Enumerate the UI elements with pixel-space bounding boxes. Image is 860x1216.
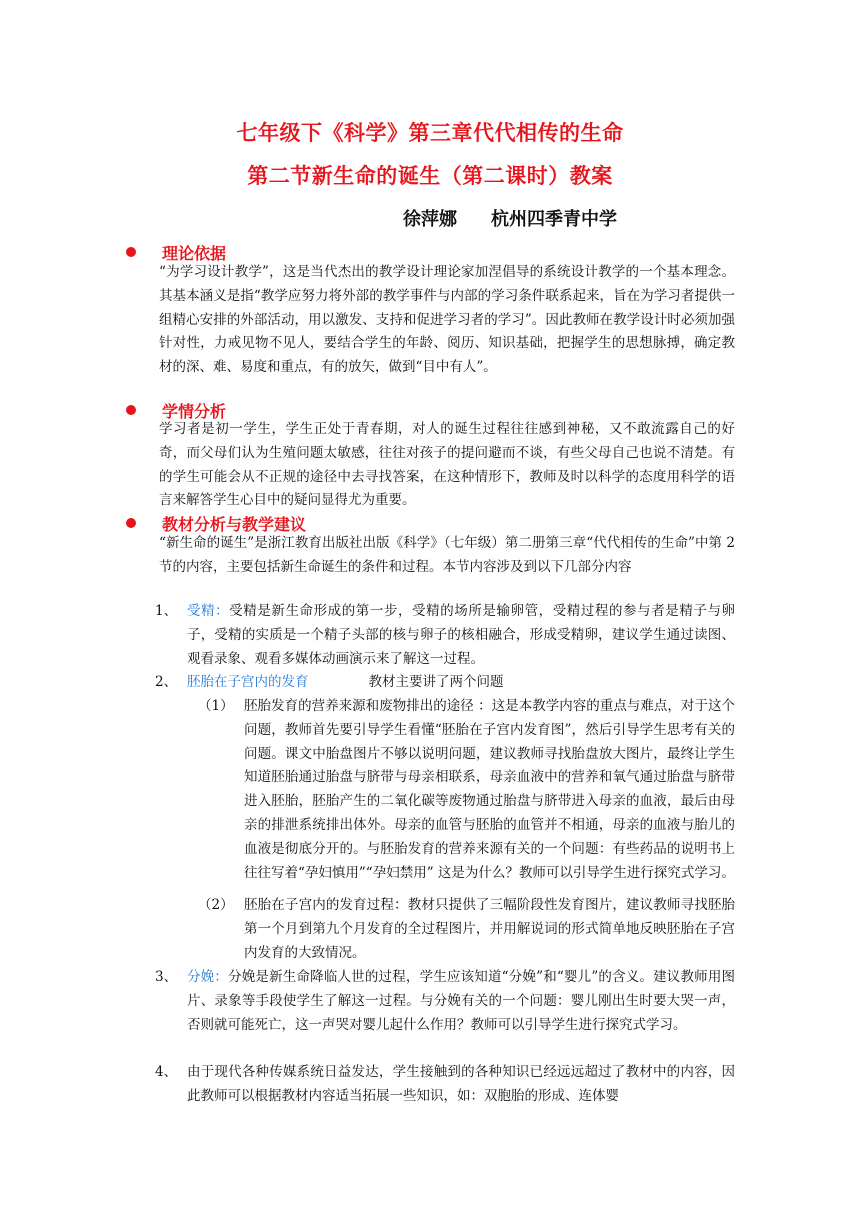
section-text-theory: “为学习设计教学”，这是当代杰出的教学设计理论家加涅倡导的系统设计教学的一个基本理念。其基本涵义是指“教学应努力将外部的教学事件与内部的学习条件联系起来，旨在为学习者提供一组精心安排的外部活动，用以激发、支持和促进学习者的学习”。因此教师在教学设计时必须加强针对性，力戒见物不见人，要结合学生的年龄、阅历、知识基础，把握学生的思想脉搏，确定教材的深、难、易度和重点，有的放矢，做到“目中有人”。 [159, 264, 735, 376]
author-school: 杭州四季青中学 [491, 209, 617, 230]
author-name: 徐萍娜 [403, 209, 457, 230]
bullet-icon [126, 247, 136, 257]
document-title-line-1: 七年级下《科学》第三章代代相传的生命 [236, 121, 624, 145]
list-item-body: 分娩：分娩是新生命降临人世的过程，学生应该知道“分娩”和“婴儿”的含义。建议教师用图片、录象等手段使学生了解这一过程。与分娩有关的一个问题：婴儿刚出生时要大哭一声，否则就可能死亡，这一声哭对婴儿起什么作用？教师可以引导学生进行探究式学习。 [187, 969, 736, 1033]
document-title-line-2: 第二节新生命的诞生（第二课时）教案 [247, 164, 613, 188]
list-item-text: 由于现代各种传媒系统日益发达，学生接触到的各种知识已经远远超过了教材中的内容，因此教师可以根据教材内容适当拓展一些知识，如：双胞胎的形成、连体婴 [187, 1064, 735, 1104]
list-item-number: 1、 [155, 603, 178, 619]
list-item-text: 受精是新生命形成的第一步，受精的场所是输卵管，受精过程的参与者是精子与卵子，受精的实质是一个精子头部的核与卵子的核相融合，形成受精卵，建议学生通过读图、观看录象、观看多媒体动画演示来了解这一过程。 [187, 603, 736, 667]
sub-list-item-number: （1） [198, 698, 234, 714]
section-heading-label: 理论依据 [162, 244, 227, 263]
list-item-text: 教材主要讲了两个问题 [368, 674, 504, 690]
section-text-learner-analysis: 学习者是初一学生，学生正处于青春期，对人的诞生过程往往感到神秘，又不敢流露自己的好奇，而父母们认为生殖问题太敏感，往往对孩子的提问避而不谈，有些父母自己也说不清楚。有的学生可能会从不正规的途径中去寻找答案，在这种情形下，教师及时以科学的态度用科学的语言来解答学生心目中的疑问显得尤为重要。 [159, 421, 735, 509]
list-item-text: 分娩是新生命降临人世的过程，学生应该知道“分娩”和“婴儿”的含义。建议教师用图片、录象等手段使学生了解这一过程。与分娩有关的一个问题：婴儿刚出生时要大哭一声，否则就可能死亡，这一声哭对婴儿起什么作用？教师可以引导学生进行探究式学习。 [187, 969, 736, 1033]
list-item-keyword: 胚胎在子宫内的发育 [187, 674, 309, 690]
sub-list-item-text: 胚胎在子宫内的发育过程：教材只提供了三幅阶段性发育图片，建议教师寻找胚胎第一个月到第九个月发育的全过程图片，并用解说词的形式简单地反映胚胎在子宫内发育的大致情况。 [244, 897, 735, 961]
list-item-body: 受精：受精是新生命形成的第一步，受精的场所是输卵管，受精过程的参与者是精子与卵子，受精的实质是一个精子头部的核与卵子的核相融合，形成受精卵，建议学生通过读图、观看录象、观看多媒体动画演示来了解这一过程。 [187, 603, 736, 667]
section-text-material-analysis: “新生命的诞生”是浙江教育出版社出版《科学》（七年级）第二册第三章“代代相传的生命”中第 2 节的内容，主要包括新生命诞生的条件和过程。本节内容涉及到以下几部分内容 [159, 535, 735, 575]
sub-list-item-number: （2） [198, 897, 234, 913]
list-item-number: 3、 [155, 969, 178, 985]
list-item-number: 4、 [155, 1064, 178, 1080]
section-heading-label: 学情分析 [162, 402, 227, 421]
sub-list-item-text: 胚胎发育的营养来源和废物排出的途径 ：这是本教学内容的重点与难点，对于这个问题，教师首先要引导学生看懂“胚胎在子宫内发育图”，然后引导学生思考有关的问题。课文中胎盘图片不够以说明问题，建议教师寻找胎盘放大图片，最终让学生知道胚胎通过胎盘与脐带与母亲相联系，母亲血液中的营养和氧气通过胎盘与脐带进入胚胎，胚胎产生的二氧化碳等废物通过胎盘与脐带进入母亲的血液，最后由母亲的排泄系统排出体外。母亲的血管与胚胎的血管并不相通，母亲的血液与胎儿的血液是彻底分开的。与胚胎发育的营养来源有关的一个问题：有些药品的说明书上往往写着“孕妇慎用”“孕妇禁用” 这是为什么？教师可以引导学生进行探究式学习。 [244, 698, 735, 881]
list-item-body [187, 1061, 735, 1109]
section-heading-label: 教材分析与教学建议 [162, 515, 307, 534]
bullet-icon [126, 405, 136, 415]
author-line [403, 205, 617, 231]
list-item-keyword: 分娩 [187, 969, 215, 985]
list-item-keyword: 受精 [187, 603, 216, 619]
list-item-number: 2、 [155, 674, 178, 690]
bullet-icon [126, 518, 136, 528]
list-item-body [187, 671, 735, 695]
